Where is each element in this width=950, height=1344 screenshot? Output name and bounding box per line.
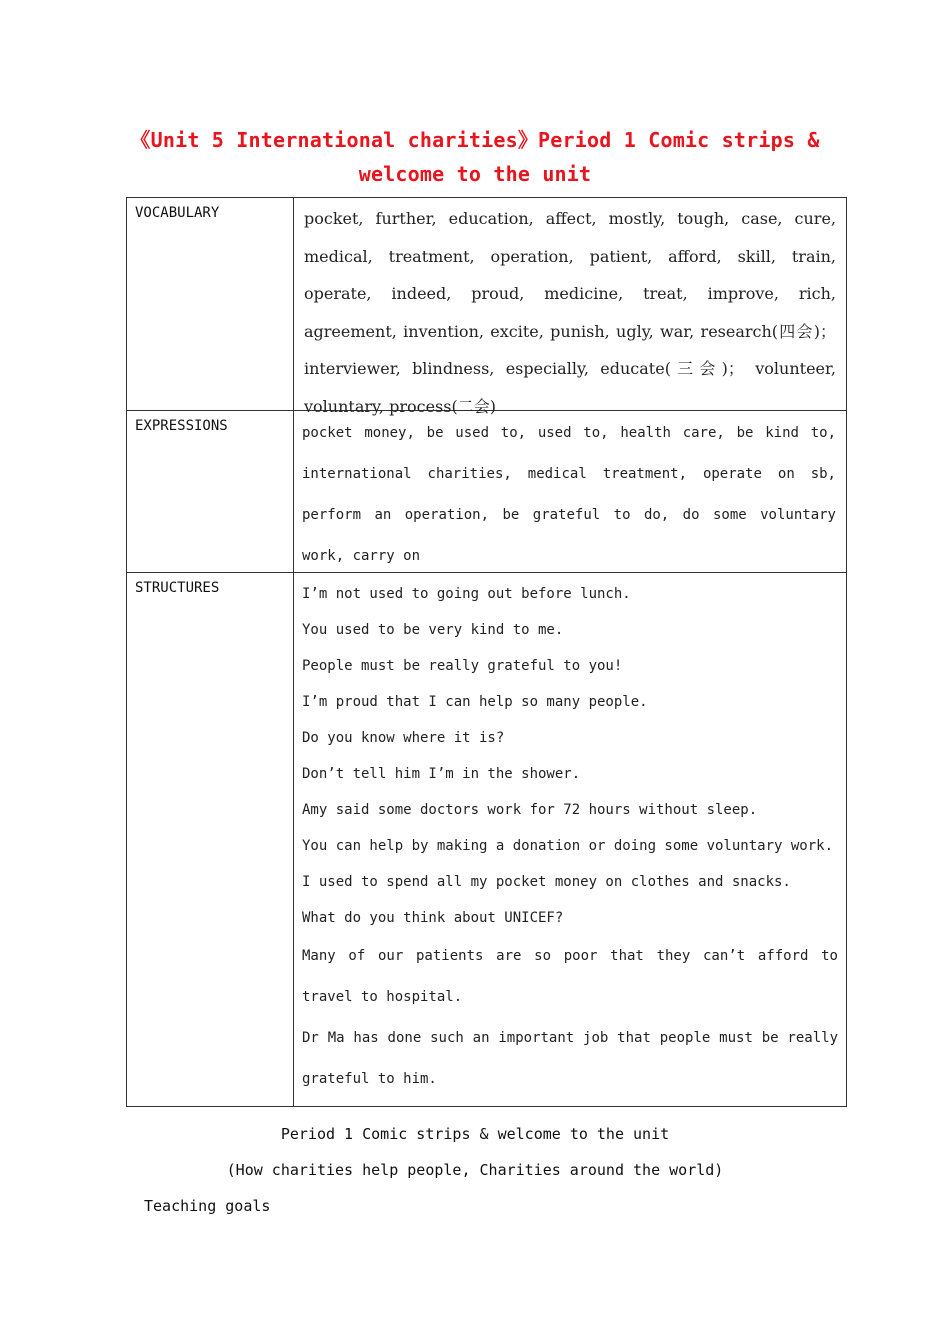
vocabulary-text: pocket, further, education, affect, mostly, tough, case, cure, medical, treatment, operation, patient, afford, skill, train, operate, indeed, proud, medicine, treat, improve, rich, agreement, invention, excite, punish, ugly, war, research(四会)；interviewer, blindness, especially, educate(三会)； volunteer, voluntary, process(二会) — [304, 209, 836, 416]
period-heading: Period 1 Comic strips & welcome to the unit — [280, 1125, 670, 1143]
structure-sentence: What do you think about UNICEF? — [302, 910, 564, 926]
structure-sentence: Do you know where it is? — [302, 730, 505, 746]
teaching-goals-heading: Teaching goals — [144, 1197, 271, 1215]
structure-sentence: I used to spend all my pocket money on clothes and snacks. — [302, 874, 791, 890]
vocabulary-content-cell — [294, 198, 847, 416]
vocabulary-label: VOCABULARY — [135, 205, 220, 221]
structure-sentence: I’m proud that I can help so many people. — [302, 694, 648, 710]
structure-sentence: Dr Ma has done such an important job that people must be really grateful to him. — [302, 1030, 838, 1087]
structures-label-cell — [127, 573, 294, 1107]
structure-sentence: You can help by making a donation or doing some voluntary work. — [302, 838, 834, 854]
expressions-text: pocket money, be used to, used to, health care, be kind to, international charities, medical treatment, operate on sb, perform an operation, be grateful to do, do some voluntary work, carry on — [302, 425, 836, 564]
vocabulary-row — [127, 198, 847, 411]
structure-sentence: People must be really grateful to you! — [302, 658, 623, 674]
document-title-line1: 《Unit 5 International charities》Period 1 Comic strips & — [130, 128, 820, 152]
unit-overview-table — [126, 197, 847, 1107]
structures-list — [294, 573, 846, 1106]
structure-sentence: Amy said some doctors work for 72 hours without sleep. — [302, 802, 758, 818]
structure-sentence: Don’t tell him I’m in the shower. — [302, 766, 581, 782]
vocabulary-label-cell — [127, 198, 294, 411]
structures-content-cell — [294, 573, 847, 1107]
structure-sentence: You used to be very kind to me. — [302, 622, 564, 638]
document-title-line2: welcome to the unit — [358, 162, 592, 186]
period-subheading: (How charities help people, Charities around the world) — [226, 1161, 724, 1179]
structure-sentence: Many of our patients are so poor that they can’t afford to travel to hospital. — [302, 948, 838, 1005]
structure-sentence: I’m not used to going out before lunch. — [302, 586, 631, 602]
expressions-label-cell — [127, 411, 294, 573]
expressions-content-cell — [294, 411, 847, 573]
expressions-row — [127, 411, 847, 573]
expressions-label: EXPRESSIONS — [135, 418, 228, 434]
structures-label: STRUCTURES — [135, 580, 220, 596]
structures-row — [127, 573, 847, 1107]
